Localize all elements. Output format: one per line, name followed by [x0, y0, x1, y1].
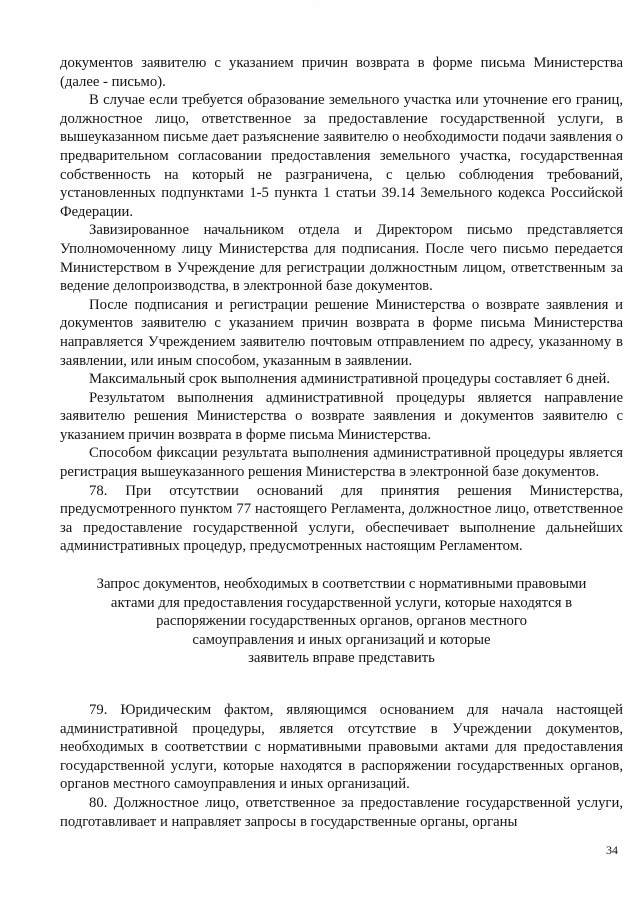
paragraph-letter-signing: Завизированное начальником отдела и Директором письмо представляется Уполномоченному лицу Министерства для подписания. После чего письмо передается Министерством в Учреждение для регистрации должностным лицом, ответственным за ведение делопроизводства, в электронной базе документов.	[60, 222, 623, 295]
document-body	[60, 54, 623, 831]
paragraph-continuation: документов заявителю с указанием причин возврата в форме письма Министерства (далее - письмо).	[60, 55, 623, 90]
paragraph-land-plot-clarification: В случае если требуется образование земельного участка или уточнение его границ, должностное лицо, ответственное за предоставление государственной услуги, в вышеуказанном письме дает разъяснение заявителю о необходимости подачи заявления о предварительном согласовании предоставления земельного участка, государственная собственность на который не разграничена, с целью соблюдения требований, установленных подпунктами 1-5 пункта 1 статьи 39.14 Земельного кодекса Российской Федерации.	[60, 92, 623, 220]
paragraph-max-duration: Максимальный срок выполнения административной процедуры составляет 6 дней.	[89, 371, 611, 388]
paragraph-79: 79. Юридическим фактом, являющимся основанием для начала настоящей административной процедуры, является отсутствие в Учреждении документов, необходимых в соответствии с нормативными правовыми актами для предоставления государственной услуги, которые находятся в распоряжении государственных органов, органов местного самоуправления и иных организаций.	[60, 702, 623, 793]
paragraph-procedure-result: Результатом выполнения административной процедуры является направление заявителю решения Министерства о возврате заявления и документов заявителю с указанием причин возврата в форме письма Министерства.	[60, 389, 623, 443]
paragraph-80: 80. Должностное лицо, ответственное за предоставление государственной услуги, подготавливает и направляет запросы в государственные органы, органы	[60, 794, 623, 830]
heading-line: заявитель вправе представить	[248, 650, 435, 667]
paragraph-letter-sending: После подписания и регистрации решение Министерства о возврате заявления и документов заявителю с указанием причин возврата в форме письма Министерства направляется Учреждением заявителю почтовым отправлением по адресу, указанному в заявлении, или иным способом, указанным в заявлении.	[60, 296, 623, 369]
heading-line: Запрос документов, необходимых в соответствии с нормативными правовыми	[96, 576, 587, 593]
page-number: 34	[606, 843, 618, 857]
heading-line: самоуправления и иных организаций и которые	[192, 631, 491, 648]
heading-line: актами для предоставления государственной услуги, которые находятся в	[110, 594, 573, 611]
section-heading	[60, 575, 623, 668]
paragraph-result-recording: Способом фиксации результата выполнения административной процедуры является регистрация вышеуказанного решения Министерства в электронной базе документов.	[60, 445, 623, 481]
paragraph-78: 78. При отсутствии оснований для принятия решения Министерства, предусмотренного пунктом 77 настоящего Регламента, должностное лицо, ответственное за предоставление государственной услуги, обеспечивает выполнение дальнейших административных процедур, предусмотренных настоящим Регламентом.	[60, 482, 623, 555]
heading-line: распоряжении государственных органов, органов местного	[156, 613, 527, 630]
scan-mark	[308, 0, 322, 2]
